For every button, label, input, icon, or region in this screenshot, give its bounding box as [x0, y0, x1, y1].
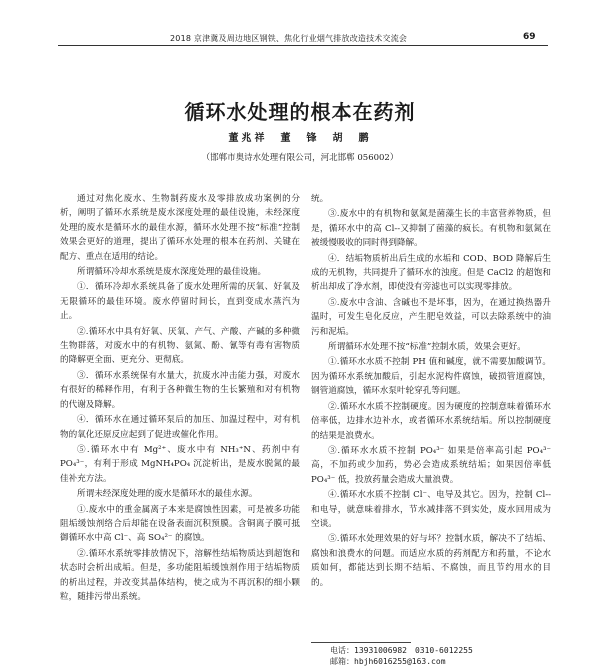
paragraph: ①.循环水水质不控制 PH 值和碱度，就不需要加酸调节。因为循环水系统加酸后，引起水泥构件腐蚀，破损管道腐蚀，钢管道腐蚀，循环水泵叶轮穿孔等问题。	[311, 357, 551, 397]
header-rule	[58, 45, 548, 46]
running-header-title: 2018 京津冀及周边地区钢铁、焦化行业烟气排放改造技术交流会	[170, 34, 408, 43]
paragraph: 所谓未经深度处理的废水是循环水的最佳水源。	[77, 489, 258, 500]
article-title: 循环水处理的根本在药剂	[184, 100, 416, 124]
paragraph: ①.废水中的重金属离子本来是腐蚀性因素，可是被多功能阻垢缓蚀剂络合后却能在设备表面沉积预膜。含铜离子膜可抵御循环水中高 Cl⁻、高 SO₄²⁻ 的腐蚀。	[60, 504, 300, 544]
footer-rule	[311, 642, 411, 643]
paragraph: ⑤.废水中含油、含碱也不是坏事，因为，在通过换热器升温时，可发生皂化反应，产生肥皂效益，可以去除系统中的油污和泥垢。	[311, 297, 551, 337]
running-header	[0, 0, 600, 48]
left-column	[60, 192, 300, 605]
footer-contact	[330, 645, 473, 667]
paragraph: 所谓循环冷却水系统是废水深度处理的最佳设施。	[77, 267, 267, 278]
paragraph: ⑤.循环水处理效果的好与坏？控制水质，解决不了结垢、腐蚀和浪费水的问题。而适应水质的药剂配方和药量，不论水质如何，都能达到长期不结垢、不腐蚀，而且节约用水的目的。	[311, 534, 551, 588]
paragraph: ⑤.循环水中有 Mg²⁺、废水中有 NH₃⁺N、药剂中有 PO₄³⁻，有利于形成 MgNH₄PO₄ 沉淀析出，是废水脱氮的最佳补充方法。	[60, 444, 300, 484]
article-affiliation: （邯郸市奥诗水处理有限公司，河北邯郸 056002）	[201, 153, 399, 163]
paragraph: ②.循环水中具有好氧、厌氧、产气、产酸、产碱的多种微生物群落，对废水中的有机物、氨氮、酚、氰等有毒有害物质的降解更全面、更充分、更彻底。	[60, 326, 300, 366]
paragraph: 所谓循环水处理不按“标准”控制水质，效果会更好。	[328, 342, 526, 353]
paragraph: ④．循环水在通过循环泵后的加压、加温过程中，对有机物的氧化还原反应起到了促进或催化作用。	[60, 415, 300, 440]
page-number: 69	[523, 32, 536, 42]
paragraph: ④．结垢物质析出后生成的水垢和 COD、BOD 降解后生成的无机物，共同提升了循环水的浊度。但是 CaCl2 的超饱和析出却成了净水剂，即使没有旁滤也可以实现零排放。	[311, 253, 551, 293]
paragraph: ①．循环冷却水系统具备了废水处理所需的厌氧、好氧及无限循环的最佳环境。废水停留时间长，直到变成水蒸汽为止。	[60, 282, 300, 322]
paragraph: 通过对焦化废水、生物制药废水及零排放成功案例的分析，阐明了循环水系统是废水深度处理的最佳设施，未经深度处理的废水是循环水的最佳水源，循环水处理不按“标准”控制效果会更好的道理，提出了循环水处理的根本在药剂、关键在配方、重点在适用的结论。	[60, 194, 300, 262]
paragraph: 统。	[311, 194, 329, 204]
paragraph: ②.循环水系统零排放情况下，溶解性结垢物质达到超饱和状态时会析出成垢。但是，多功能阻垢缓蚀剂作用于结垢物质的析出过程，并改变其晶体结构，使之成为不再沉积的细小颗粒，随排污带出系统。	[60, 548, 300, 602]
paragraph: ③．循环水系统保有水量大，抗废水冲击能力强，对废水有很好的稀释作用，有利于各种微生物的生长繁殖和对有机物的代谢及降解。	[60, 370, 300, 410]
paragraph: ②.循环水水质不控制硬度。因为硬度的控制意味着循环水倍率低，边排水边补水，或者循环水系统结垢。所以控制硬度的结果是浪费水。	[311, 401, 551, 441]
paragraph: ③.循环水水质不控制 PO₄³⁻ 如果是倍率高引起 PO₄³⁻ 高，不加药或少加药，势必会造成系统结垢；如果因倍率低 PO₄³⁻ 低，投放药量会造成大量浪费。	[311, 445, 551, 485]
right-column	[311, 192, 551, 591]
contact-phone: 电话：13931006982 0310-6012255	[330, 646, 473, 655]
paragraph: ③.废水中的有机物和氨氮是菌藻生长的丰富营养物质，但是，循环水中的高 Cl--又抑制了菌藻的疯长。有机物和氨氮在被缓慢吸收的同时得到降解。	[311, 209, 551, 249]
article-authors: 董兆祥 董 锋 胡 鹏	[228, 133, 372, 144]
contact-email: 邮箱：hbjh6016255@163.com	[330, 657, 446, 666]
paragraph: ④.循环水水质不控制 Cl⁻、电导及其它。因为，控制 Cl--和电导，就意味着排水，节水减排落不到实处，废水回用成为空谈。	[311, 490, 551, 529]
